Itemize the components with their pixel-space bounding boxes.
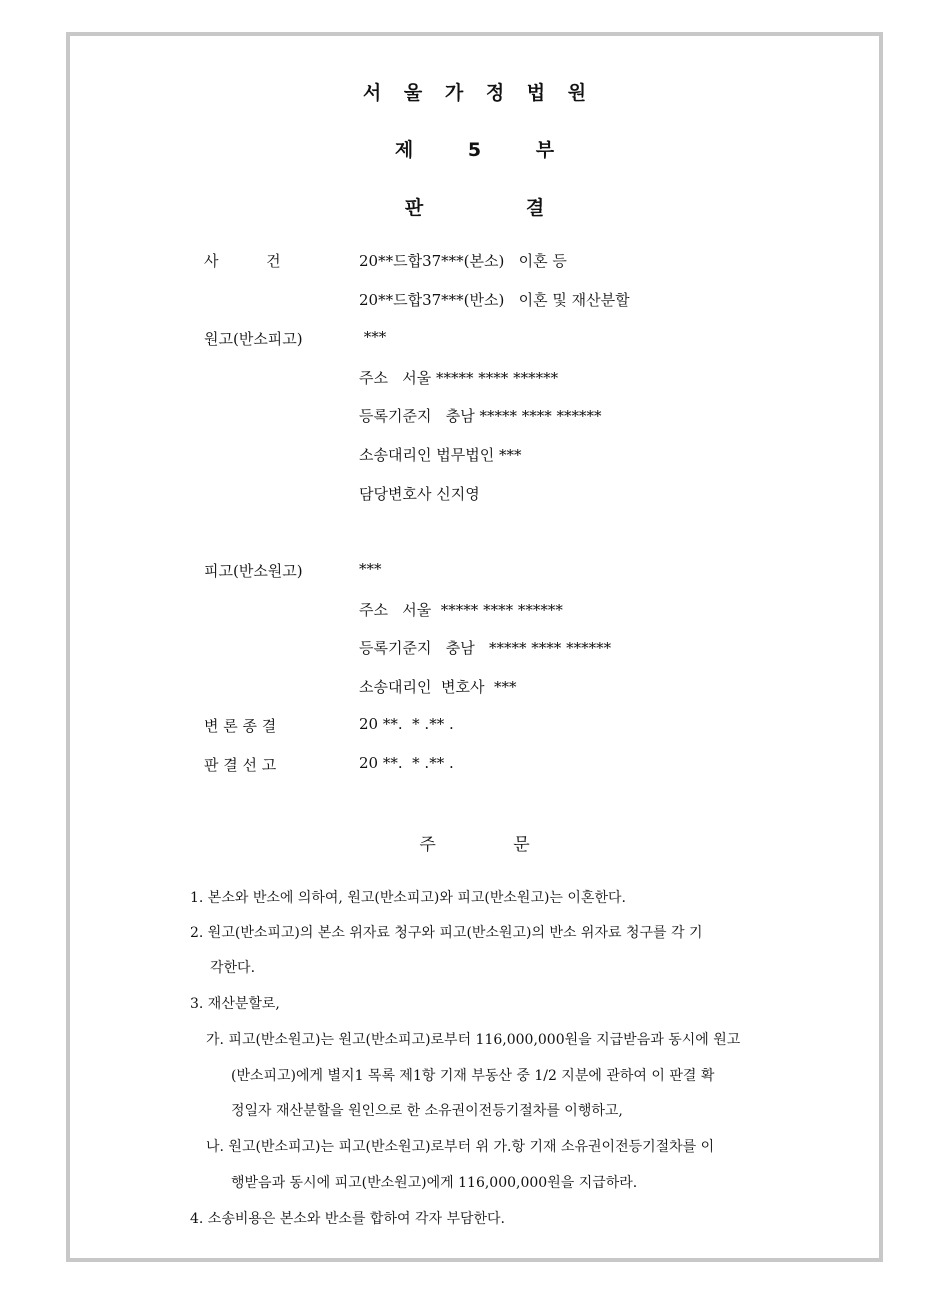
plaintiff-label: 원고(반소피고) bbox=[204, 330, 303, 348]
plaintiff-counsel: 소송대리인 법무법인 *** bbox=[359, 446, 522, 464]
defendant-name: *** bbox=[359, 560, 382, 578]
division-char: 5 bbox=[467, 139, 482, 161]
document-page bbox=[66, 32, 883, 1262]
doc-type-char: 판 bbox=[404, 197, 424, 219]
order-title bbox=[70, 830, 879, 855]
case-line: 20**드합37***(본소) 이혼 등 bbox=[359, 252, 567, 270]
court-char: 울 bbox=[403, 82, 423, 104]
court-char: 서 bbox=[362, 82, 382, 104]
order-title-char: 주 bbox=[419, 835, 436, 855]
court-char: 가 bbox=[444, 82, 464, 104]
verdict-date: 20 **. * .** . bbox=[359, 754, 454, 772]
doc-type-char: 결 bbox=[525, 197, 545, 219]
plaintiff-name: *** bbox=[359, 328, 387, 346]
defendant-address: 주소 서울 ***** **** ****** bbox=[359, 601, 563, 619]
court-char: 정 bbox=[485, 82, 505, 104]
closing-date: 20 **. * .** . bbox=[359, 715, 454, 733]
order-subitem-continuation: (반소피고)에게 별지1 목록 제1항 기재 부동산 중 1/2 지분에 관하여 이 판결 확 bbox=[231, 1068, 715, 1084]
closing-label: 변 론 종 결 bbox=[204, 717, 277, 735]
division-char: 제 bbox=[394, 139, 414, 161]
order-title-char: 문 bbox=[513, 835, 530, 855]
case-line: 20**드합37***(반소) 이혼 및 재산분할 bbox=[359, 291, 630, 309]
order-item: 4. 소송비용은 본소와 반소를 합하여 각자 부담한다. bbox=[190, 1211, 505, 1227]
order-subitem-continuation: 정일자 재산분할을 원인으로 한 소유권이전등기절차를 이행하고, bbox=[231, 1103, 623, 1119]
defendant-counsel: 소송대리인 변호사 *** bbox=[359, 678, 517, 696]
order-item-continuation: 각한다. bbox=[210, 960, 256, 976]
case-label: 사 건 bbox=[204, 252, 281, 270]
order-item: 1. 본소와 반소에 의하여, 원고(반소피고)와 피고(반소원고)는 이혼한다. bbox=[190, 890, 626, 906]
division-title bbox=[70, 135, 879, 162]
plaintiff-attorney: 담당변호사 신지영 bbox=[359, 485, 480, 503]
order-subitem: 가. 피고(반소원고)는 원고(반소피고)로부터 116,000,000원을 지급받음과 동시에 원고 bbox=[206, 1032, 741, 1048]
order-subitem-continuation: 행받음과 동시에 피고(반소원고)에게 116,000,000원을 지급하라. bbox=[231, 1175, 638, 1191]
order-item: 2. 원고(반소피고)의 본소 위자료 청구와 피고(반소원고)의 반소 위자료 청구를 각 기 bbox=[190, 925, 703, 941]
verdict-label: 판 결 선 고 bbox=[204, 756, 277, 774]
court-char: 원 bbox=[567, 82, 587, 104]
order-item: 3. 재산분할로, bbox=[190, 996, 280, 1012]
document-type-title bbox=[70, 193, 879, 220]
division-char: 부 bbox=[535, 139, 555, 161]
plaintiff-registry: 등록기준지 충남 ***** **** ****** bbox=[359, 407, 602, 425]
plaintiff-address: 주소 서울 ***** **** ****** bbox=[359, 369, 559, 387]
court-char: 법 bbox=[526, 82, 546, 104]
court-name bbox=[70, 78, 879, 105]
defendant-registry: 등록기준지 충남 ***** **** ****** bbox=[359, 639, 612, 657]
defendant-label: 피고(반소원고) bbox=[204, 562, 303, 580]
order-subitem: 나. 원고(반소피고)는 피고(반소원고)로부터 위 가.항 기재 소유권이전등기절차를 이 bbox=[206, 1139, 715, 1155]
